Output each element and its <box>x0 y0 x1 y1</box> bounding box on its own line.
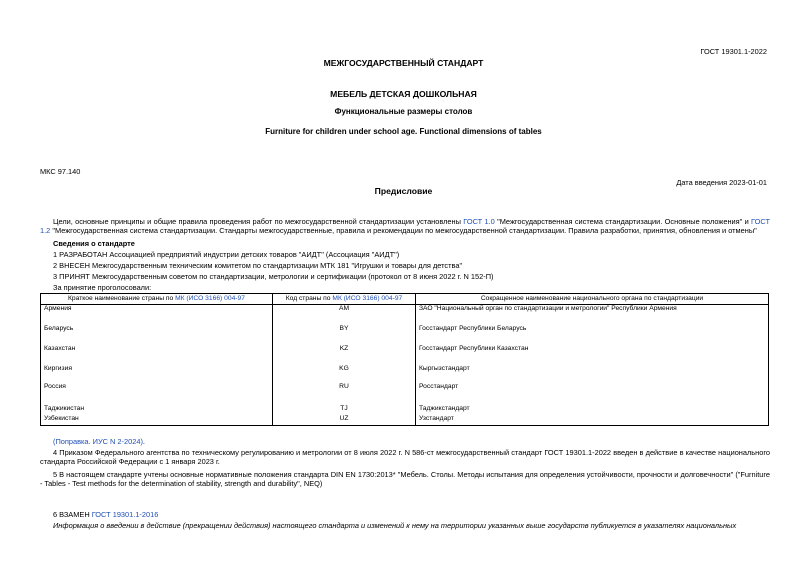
code-cell: UZ <box>273 415 416 426</box>
body-cell: ЗАО "Национальный орган по стандартизации и метрологии" Республики Армения <box>416 305 769 325</box>
goals-text-1: Цели, основные принципы и общие правила проведения работ по межгосударственной стандартизации установлены <box>53 217 464 226</box>
mks-code: МКС 97.140 <box>40 167 81 176</box>
paragraph-4: 4 Приказом Федерального агентства по техническому регулированию и метрологии от 8 июля 2022 г. N 586-ст межгосударственный стандарт ГОСТ 19301.1-2022 введен в действие в качестве национального стандарта Российской Федерации с 1 января 2023 г. <box>40 448 770 467</box>
column-header-body: Сокращенное наименование национального органа по стандартизации <box>416 294 769 305</box>
body-cell: Кыргызстандарт <box>416 365 769 383</box>
body-cell: Госстандарт Республики Казахстан <box>416 345 769 365</box>
code-cell: KG <box>273 365 416 383</box>
document-code: ГОСТ 19301.1-2022 <box>700 47 767 56</box>
column-header-country-text: Краткое наименование страны по <box>68 294 176 302</box>
standard-info-heading: Сведения о стандарте <box>53 239 135 248</box>
voting-countries-table <box>40 293 769 426</box>
table-row <box>41 365 769 383</box>
amendment-tail: . <box>142 437 145 446</box>
column-header-country <box>41 294 273 305</box>
column-header-code-text: Код страны по <box>285 294 333 302</box>
foreword-heading: Предисловие <box>374 186 433 196</box>
mk-iso-3166-link[interactable]: МК (ИСО 3166) 004-97 <box>175 294 245 302</box>
info-publication-paragraph: Информация о введении в действие (прекращении действия) настоящего стандарта и изменений к нему на территории указанных выше государств публикуется в указателях национальных <box>53 521 737 530</box>
gost-1-0-link[interactable]: ГОСТ 1.0 <box>463 217 495 226</box>
table-row <box>41 415 769 426</box>
item-developed-by: 1 РАЗРАБОТАН Ассоциацией предприятий индустрии детских товаров "АИДТ" (Ассоциация "АИДТ") <box>53 250 400 259</box>
standard-label: МЕЖГОСУДАРСТВЕННЫЙ СТАНДАРТ <box>323 58 484 68</box>
introduction-date: Дата введения 2023-01-01 <box>676 178 767 187</box>
document-title-english: Furniture for children under school age. Functional dimensions of tables <box>265 127 542 136</box>
paragraph-6 <box>53 510 158 519</box>
code-cell: AM <box>273 305 416 325</box>
country-cell: Узбекистан <box>41 415 273 426</box>
mk-iso-3166-code-link[interactable]: МК (ИСО 3166) 004-97 <box>332 294 403 302</box>
goals-text-3: "Межгосударственная система стандартизации. Стандарты межгосударственные, правила и рекомендации по межгосударственной стандартизации. Правила разработки, принятия, обновления и отмены" <box>50 226 757 236</box>
country-cell: Армения <box>41 305 273 325</box>
country-cell: Казахстан <box>41 345 273 365</box>
table-row <box>41 345 769 365</box>
code-cell: TJ <box>273 405 416 415</box>
table-row <box>41 405 769 415</box>
column-header-code <box>273 294 416 305</box>
paragraph-5: 5 В настоящем стандарте учтены основные нормативные положения стандарта DIN EN 1730:2013* "Мебель. Столы. Методы испытания для определения устойчивости, прочности и долговечности" ("Furniture - Tables - Test methods for the determination of stability, strength and durability", NEQ) <box>40 470 770 489</box>
item-adopted-by: 3 ПРИНЯТ Межгосударственным советом по стандартизации, метрологии и сертификации (протокол от 8 июня 2022 г. N 152-П) <box>53 272 494 281</box>
body-cell: Госстандарт Республики Беларусь <box>416 325 769 345</box>
goals-text-2: "Межгосударственная система стандартизации. Основные положения" и <box>494 217 752 226</box>
replaces-text: 6 ВЗАМЕН <box>53 510 92 519</box>
amendment-link[interactable]: (Поправка. ИУС N 2-2024) <box>53 437 143 446</box>
item-submitted-by: 2 ВНЕСЕН Межгосударственным техническим комитетом по стандартизации МТК 181 "Игрушки и товары для детства" <box>53 261 463 270</box>
gost-19301-2016-link[interactable]: ГОСТ 19301.1-2016 <box>91 510 159 519</box>
body-cell: Таджикстандарт <box>416 405 769 415</box>
amendment-note <box>53 437 145 446</box>
table-row <box>41 383 769 405</box>
voted-for-label: За принятие проголосовали: <box>53 283 152 292</box>
country-cell: Таджикистан <box>41 405 273 415</box>
code-cell: RU <box>273 383 416 405</box>
table-row <box>41 325 769 345</box>
code-cell: BY <box>273 325 416 345</box>
gost-1-2-link[interactable]: ГОСТ 1.2 <box>40 217 770 236</box>
country-cell: Беларусь <box>41 325 273 345</box>
table-row <box>41 305 769 325</box>
body-cell: Росстандарт <box>416 383 769 405</box>
country-cell: Россия <box>41 383 273 405</box>
code-cell: KZ <box>273 345 416 365</box>
country-cell: Киргизия <box>41 365 273 383</box>
document-subtitle: Функциональные размеры столов <box>334 107 473 116</box>
goals-paragraph <box>40 217 770 236</box>
body-cell: Узстандарт <box>416 415 769 426</box>
document-title: МЕБЕЛЬ ДЕТСКАЯ ДОШКОЛЬНАЯ <box>330 89 477 99</box>
table-header-row <box>41 294 769 305</box>
